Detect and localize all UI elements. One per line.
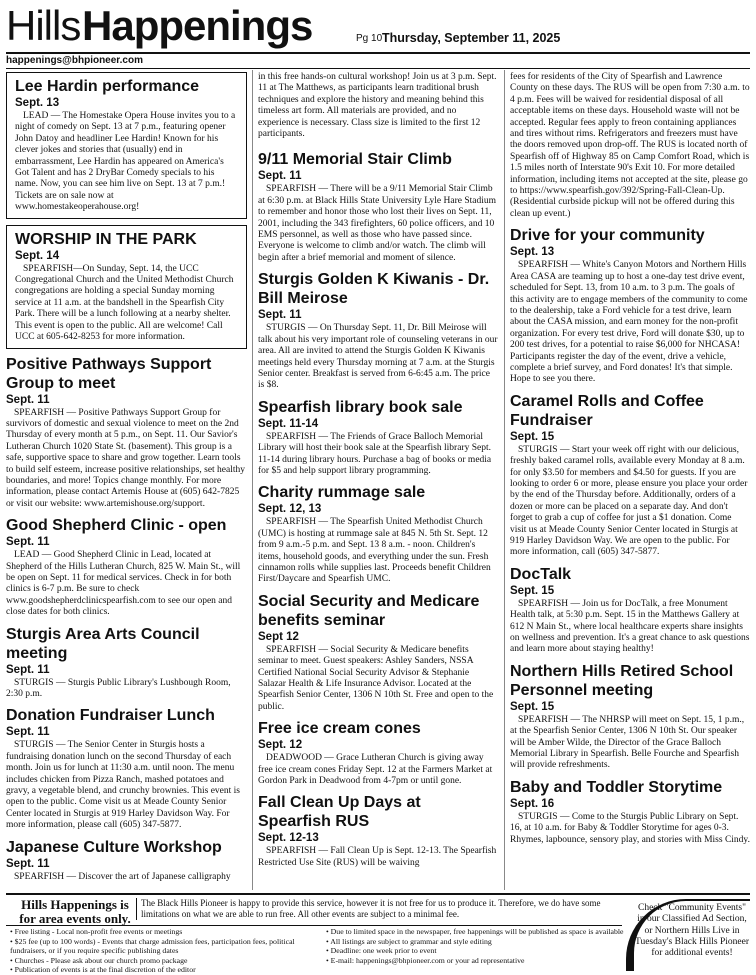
masthead-title-light: Hills (6, 2, 81, 49)
article-date: Sept. 16 (510, 797, 555, 810)
article-date: Sept 12 (258, 630, 299, 643)
page-number: Pg 10 (356, 33, 383, 44)
article-body: SPEARFISH — Discover the art of Japanese calligraphy (14, 871, 231, 882)
article-body: STURGIS — Come to the Sturgis Public Library on Sept. 16, at 10 a.m. for Baby & Toddler Storytime for ages 0-3. Rhymes, lapbounce, sensory play, and stories with Miss Cindy. (510, 811, 750, 845)
list-item: • E-mail: happenings@bhpioneer.com or your ad representative (326, 955, 525, 965)
footer-policy (6, 893, 750, 974)
article-title: Positive Pathways Support Group to meet (6, 355, 212, 392)
article-title: DocTalk (510, 565, 572, 583)
article-date: Sept. 15 (510, 700, 555, 713)
list-item: • $25 fee (up to 100 words) - Events that charge admission fees, participation fees, political fundraisers, or if you require specific publishing dates (10, 936, 295, 955)
article (510, 226, 750, 385)
email-rule (6, 68, 750, 69)
issue-date: Thursday, September 11, 2025 (382, 31, 561, 45)
article-body: SPEARFISH — Fall Clean Up is Sept. 12-13. The Spearfish Restricted Use Site (RUS) will be waiving (258, 846, 497, 868)
article-body: SPEARFISH — The Spearfish United Methodist Church (UMC) is hosting at rummage sale at 845 N. 5th St. Sept. 12 from 9 a.m.-5 p.m. and Sept. 13 8 a.m. - noon. Children's items, household goods, and everything under the sun. Fresh cinnamon rolls while supplies last. Proceeds benefit Children First/Daycare and Spearfish UMC. (258, 517, 491, 585)
article (6, 706, 247, 831)
article (6, 355, 247, 511)
article-title: Sturgis Area Arts Council meeting (6, 625, 200, 662)
article-title: Sturgis Golden K Kiwanis - Dr. Bill Meirose (258, 271, 490, 308)
list-item: • All listings are subject to grammar and style editing (326, 936, 492, 946)
article-title: Good Shepherd Clinic - open (6, 517, 227, 535)
article (258, 398, 498, 478)
list-item: • Due to limited space in the newspaper, free happenings will be published as space is available (326, 927, 624, 936)
masthead-title-bold: Happenings (82, 2, 313, 49)
article-title: WORSHIP IN THE PARK (15, 230, 197, 248)
badge-text: Check "Community Events" in our Classified Ad Section, or Northern Hills Live in Tuesday's Black Hills Pioneer for additional events! (634, 901, 750, 971)
article-body: SPEARFISH — Join us for DocTalk, a free Monument Health talk, at 5:30 p.m. Sept. 15 in the Matthews Gallery at 612 N Main St., where local healthcare experts share insights on wellness and prevention. It's a great chance to ask questions and learn more about staying healthy! (510, 598, 750, 655)
article-date: Sept. 13 (510, 246, 555, 259)
list-item: • Publication of events is at the final discretion of the editor (10, 965, 196, 974)
masthead (6, 0, 750, 54)
article-date: Sept. 11 (6, 536, 50, 549)
column-1 (6, 72, 247, 889)
article-date: Sept. 15 (510, 584, 555, 597)
column-3 (510, 72, 750, 852)
footer-list-left (10, 927, 320, 975)
article-title: Fall Clean Up Days at Spearfish RUS (258, 794, 421, 831)
article-boxed (6, 72, 247, 219)
article-body: SPEARFISH—On Sunday, Sept. 14, the UCC Congregational Church and the United Methodist Church congregations are holding a special Sunday morning service at 11 a.m. at the bandshell in the Spearfish City Park. There will be a lunch following at a nearby shelter. This event is open to the public. All are welcome! Call UCC at 605-642-8253 for more information. (15, 263, 234, 343)
article-title: Caramel Rolls and Coffee Fundraiser (510, 392, 704, 429)
footer-heading: Hills Happenings is for area events only. (19, 897, 131, 926)
article-body: STURGIS — Start your week off right with our delicious, freshly baked caramel rolls, available every Monday at 8 a.m. for only $3.50 for members and $4.50 for guests. If you are looking to order 6 or more, please ensure you place your order by the end of the Thursday before. Additionally, orders of a dozen or more can be placed on a separate day. And don't forget to grab a cup of coffee for just a $1 donation. Come visit us at Meade County Senior Center located in Sturgis at 919 Harley Davidson Way. We are open to the public. For more information, call (605) 347-5877. (510, 444, 748, 558)
article-date: Sept. 15 (510, 430, 555, 443)
article-body: SPEARFISH — The NHRSP will meet on Sept. 15, 1 p.m., at the Spearfish Senior Center, 1306 N 10th St. Our speaker will be Amber Wilde, the Director of the Grace Balloch Memorial Library in Spearfish. Belle Fourche and Spearfish will provide refreshments. (510, 714, 745, 771)
article (510, 778, 750, 846)
article-title: Baby and Toddler Storytime (510, 778, 723, 796)
article (258, 793, 498, 869)
list-item: • Free listing - Local non-profit free events or meetings (10, 927, 183, 936)
column-divider (252, 70, 253, 890)
article-body: SPEARFISH — Social Security & Medicare benefits seminar to meet. Guest speakers: Ashley Sanders, NSSA Certified National Social Security Advisor & Stephanie Salazar Health & Life Insurance Advisor. Located at the Spearfish Senior Center, 1306 N 10th St. Free and open to the public. (258, 644, 494, 712)
article-date: Sept. 11 (6, 393, 50, 406)
article (510, 662, 750, 772)
article-date: Sept. 11 (6, 663, 50, 676)
article-continued (510, 72, 750, 220)
article-body: DEADWOOD — Grace Lutheran Church is giving away free ice cream cones Friday Sept. 12 at the Farmers Market at Gordon Park in Deadwood from 4-7pm or until gone. (258, 753, 493, 787)
article (258, 150, 498, 264)
list-item: • Churches - Please ask about our church promo package (10, 955, 188, 965)
contact-email[interactable]: happenings@bhpioneer.com (6, 55, 143, 66)
article-body: LEAD — The Homestake Opera House invites you to a night of comedy on Sept. 13 at 7 p.m., featuring opener John Datoy and headliner Lee Hardin! Known for his clever jokes and stories that (usually) end in embarrassment, Lee Hardin has appeared on America's Got Talent and has 2 DryBar Comedy specials to his name. Now, you can see him live on Sept. 13 at 7 p.m.! Tickets are on sale now at www.homestakeoperahouse.org! (15, 111, 236, 213)
article-title: Northern Hills Retired School Personnel meeting (510, 662, 734, 699)
article-body: fees for residents of the City of Spearfish and Lawrence County on these days. The RUS will be open from 7:30 a.m. to 4 p.m. Fees will be waived for residential disposal of all acceptable items on these days. Household waste will not be accepted. Regular fees apply to freon containing appliances and tires without rims. Refrigerators and freezers must have the doors removed upon drop-off. The RUS is located north of Spearfish off of Highway 85 on Camp Comfort Road, which is 1.5 miles north of Interstate 90's Exit 10. For more detailed information, including items not accepted at the site, please go to https://www.spearfish.gov/392/Spring-Fall-Clean-Up. (Residential curbside pickup will not be offered during this clean up event.) (510, 72, 750, 219)
article-body: SPEARFISH — The Friends of Grace Balloch Memorial Library will host their book sale at the Spearfish library Sept. 11-14 during library hours. Purchase a bag of books or media for $5 and help support library programming. (258, 431, 492, 476)
article-boxed (6, 225, 247, 349)
article-date: Sept. 12, 13 (258, 503, 322, 516)
article-date: Sept. 14 (15, 249, 60, 262)
article (258, 483, 498, 585)
article-date: Sept. 13 (15, 97, 60, 109)
article-title: 9/11 Memorial Stair Climb (258, 151, 452, 169)
article-body: STURGIS — The Senior Center in Sturgis hosts a fundraising donation lunch on the second Thursday of each month. Join us for lunch at 11:30 a.m. until noon. The menu includes chicken from Pizza Ranch, mashed potatoes and gravy, a vegetable blend, and crunchy brownies. This event is open to the public. Come visit us at Meade County Senior Center located in Sturgis at 919 Harley Davidson Way. For more information, please call (605) 347-5877. (6, 740, 240, 831)
article-date: Sept. 11 (258, 309, 302, 322)
article-body: SPEARFISH — There will be a 9/11 Memorial Stair Climb at 6:30 p.m. at Black Hills State University Lyle Hare Stadium to remember and honor those who lost their lives on Sept. 11, 2001, including the 343 firefighters, 60 police officers, and 10 EMS personnel, as well as those who have passed since. Everyone is welcome to climb and/or watch. The climb will begin after a brief memorial and moment of silence. (258, 184, 496, 263)
article (258, 719, 498, 787)
article-date: Sept. 11 (258, 170, 302, 183)
article-body: STURGIS — Sturgis Public Library's Lushbough Room, 2:30 p.m. (6, 677, 231, 699)
footer-intro: The Black Hills Pioneer is happy to provide this service, however it is not free for us to produce it. Therefore, we do have some limitations on what we are able to run free. All other events are subject to a minimal fee. (136, 898, 625, 920)
article-date: Sept. 12-13 (258, 832, 319, 845)
article-date: Sept. 11 (6, 857, 50, 870)
article-title: Drive for your community (510, 227, 705, 245)
article-body: SPEARFISH — White's Canyon Motors and Northern Hills Area CASA are teaming up to host a one-day test drive event, scheduled for Sept. 13, from 10 a.m. to 3 p.m. The goals of this activity are to engage members of the community to come to the dealership, take a Ford vehicle for a test drive, learn about the CASA mission, and earn money for the non-profit organization. For every test drive, Ford will donate $30, up to 200 test drives, for a potential to raise $6,000 for NHCASA! Participants register the day of the event, drive a vehicle, complete a brief survey, and Ford donates! It's that simple. Hope to see you there. (510, 260, 748, 385)
article (258, 592, 498, 713)
article-title: Social Security and Medicare benefits seminar (258, 592, 480, 629)
article (510, 392, 750, 559)
footer-rule (6, 925, 622, 926)
article-title: Japanese Culture Workshop (6, 838, 222, 856)
community-events-badge (626, 899, 750, 971)
article-date: Sept. 12 (258, 739, 303, 752)
article-date: Sept. 11-14 (258, 417, 319, 430)
article-body: LEAD — Good Shepherd Clinic in Lead, located at Shepherd of the Hills Lutheran Church, 825 W. Main St., will be open on Sept. 11 for medical services. Check in for both clinics is 6-7 p.m. Be sure to check www.goodshepherdclinicspearfish.com to see our open and close dates for both clinics. (6, 550, 241, 618)
article (6, 625, 247, 701)
list-item: • Deadline: one week prior to event (326, 946, 437, 955)
article-body: in this free hands-on cultural workshop! Join us at 3 p.m. Sept. 11 at The Matthews, as participants learn traditional brush techniques and explore the history and meaning behind this timeless art form. All materials are provided, and no experience is necessary. Class size is limited to the first 12 participants. (258, 72, 497, 140)
article (258, 270, 498, 391)
article (6, 516, 247, 618)
article (6, 838, 247, 883)
article-title: Free ice cream cones (258, 720, 421, 738)
article (510, 565, 750, 656)
column-divider (504, 70, 505, 890)
article-title: Spearfish library book sale (258, 398, 463, 416)
footer-list-right (326, 927, 626, 965)
article-body: SPEARFISH — Positive Pathways Support Group for survivors of domestic and sexual violence to meet on the 2nd Thursday of every month at 5 p.m., on Sept. 11. Our Savior's Lutheran Church 1020 State St. (basement). This group is a safe, supportive space to share and grow together. Learn tools to build self esteem, increase positive relationships, set healthy boundaries, and more! Topics change monthly. For more information, please contact Artemis House at (605) 642-7825 or visit our website: www.artemishouse.org/support. (6, 407, 246, 509)
article-continued (258, 72, 498, 140)
masthead-rule (6, 52, 750, 54)
article-title: Lee Hardin performance (15, 78, 200, 95)
column-2 (258, 72, 498, 875)
article-title: Charity rummage sale (258, 484, 426, 502)
article-title: Donation Fundraiser Lunch (6, 707, 215, 725)
article-date: Sept. 11 (6, 726, 50, 739)
article-body: STURGIS — On Thursday Sept. 11, Dr. Bill Meirose will talk about his very important role of counseling veterans in our area. All are invited to attend the Sturgis Golden K Kiwanis meetings held every Thursday morning at 7 a.m. at the Sturgis Senior center. Breakfast is served from 6-6:45 a.m. The price is $8. (258, 323, 498, 391)
